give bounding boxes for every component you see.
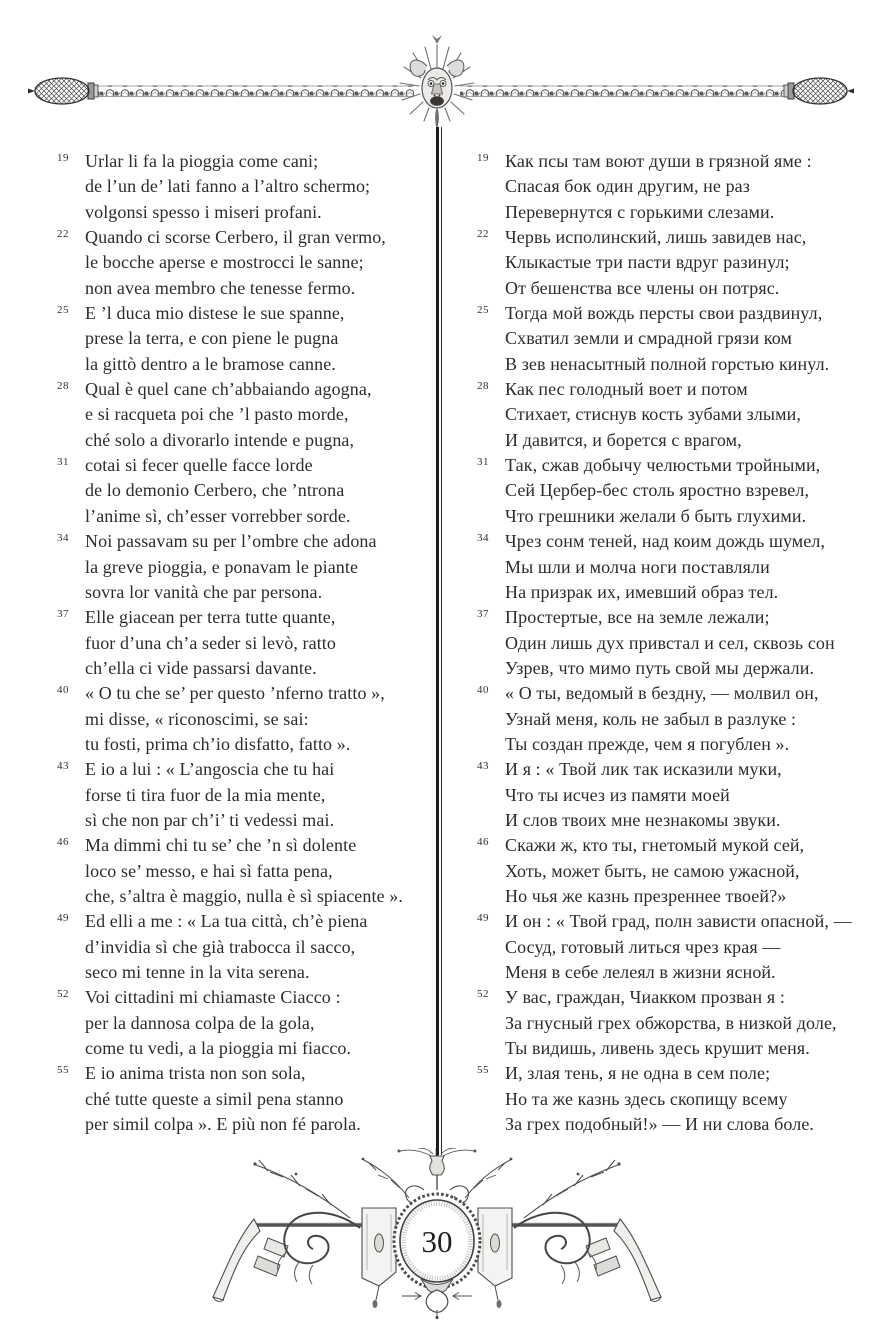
tercet <box>476 833 878 909</box>
tercet <box>56 225 432 301</box>
tercet <box>476 529 878 605</box>
verse-line: sì che non par ch’i’ ti vedessi mai. <box>85 809 335 830</box>
verse-line: Один лишь дух привстал и сел, сквозь сон <box>505 632 835 653</box>
tercet-number: 40 <box>477 684 489 697</box>
tercet-number: 34 <box>57 532 69 545</box>
tercet <box>476 1061 878 1137</box>
verse-line: Сосуд, готовый литься чрез края — <box>505 936 781 957</box>
tercet <box>56 909 432 985</box>
verse-line: И, злая тень, я не одна в сем поле; <box>505 1063 771 1084</box>
tercet-number: 22 <box>57 228 69 241</box>
verse-line: Voi cittadini mi chiamaste Ciacco : <box>85 987 341 1008</box>
tercet-number: 19 <box>57 152 69 164</box>
verse-line: Узрев, что мимо путь свой мы держали. <box>505 657 815 678</box>
tercet <box>476 757 878 833</box>
verse-line: И давится, и борется с врагом, <box>505 429 742 450</box>
tercet-number: 55 <box>477 1064 489 1077</box>
verse-line: Червь исполинский, лишь завидев нас, <box>505 227 807 248</box>
tercet-number: 37 <box>57 608 69 621</box>
tercet-number: 28 <box>477 380 489 393</box>
tercet <box>56 301 432 377</box>
verse-line: У вас, граждан, Чиакком прозван я : <box>505 987 785 1008</box>
verse-line: Как псы там воют души в грязной яме : <box>505 151 812 171</box>
verse-line: E io anima trista non son sola, <box>85 1063 306 1084</box>
italian-text-column <box>56 149 432 1137</box>
tercet-number: 28 <box>57 380 69 393</box>
tercet-number: 25 <box>477 304 489 317</box>
verse-line: ch’ella ci vide passarsi davante. <box>85 657 317 678</box>
footer-cartouche-icon <box>0 1148 880 1323</box>
verse-line: За грех подобный!» — И ни слова боле. <box>505 1114 815 1135</box>
verse-line: Noi passavam su per l’ombre che adona <box>85 531 377 552</box>
verse-line: forse ti tira fuor de la mia mente, <box>85 784 326 805</box>
verse-line: seco mi tenne in la vita serena. <box>85 962 310 982</box>
verse-line: Ты создан прежде, чем я погублен ». <box>505 733 790 754</box>
verse-line: И слов твоих мне незнакомы звуки. <box>505 809 781 830</box>
verse-line: Ты видишь, ливень здесь крушит меня. <box>505 1038 810 1059</box>
tercet <box>476 985 878 1061</box>
pinecone-finial-icon <box>784 78 854 104</box>
verse-line: Но чья же казнь презреннее твоей?» <box>505 885 787 906</box>
cartouche-vase-icon <box>398 1148 477 1190</box>
verse-line: За гнусный грех обжорства, в низкой доле, <box>505 1012 837 1033</box>
verse-line: per simil colpa ». E più non fé parola. <box>85 1114 361 1135</box>
tercet <box>476 605 878 681</box>
column-divider-rule <box>436 127 443 1155</box>
verse-line: Как пес голодный воет и потом <box>505 379 748 400</box>
verse-line: Сей Цербер-бес столь яростно взревел, <box>505 480 810 501</box>
verse-line: Мы шли и молча ноги поставляли <box>505 556 770 577</box>
verse-line: « О ты, ведомый в бездну, — молвил он, <box>505 683 819 704</box>
verse-line: fuor d’una ch’a seder si levò, ratto <box>85 632 337 653</box>
verse-line: Qual è quel cane ch’abbaiando agogna, <box>85 379 372 400</box>
tercet-number: 40 <box>57 684 69 697</box>
verse-line: E io a lui : « L’angoscia che tu hai <box>85 759 335 780</box>
tercet <box>476 377 878 453</box>
tercet <box>476 681 878 757</box>
verse-line: Так, сжав добычу челюстьми тройными, <box>505 455 821 476</box>
verse-line: ché solo a divorarlo intende e pugna, <box>85 429 355 450</box>
verse-line: de l’un de’ lati fanno a l’altro schermo; <box>85 176 371 197</box>
verse-line: Спасая бок один другим, не раз <box>505 176 750 197</box>
verse-line: И я : « Твой лик так исказили муки, <box>505 759 782 780</box>
verse-line: che, s’altra è maggio, nulla è sì spiacente ». <box>85 885 403 906</box>
verse-line: l’anime sì, ch’esser vorrebber sorde. <box>85 505 351 526</box>
russian-text-column <box>476 149 878 1137</box>
verse-line: Чрез сонм теней, над коим дождь шумел, <box>505 531 826 552</box>
verse-line: come tu vedi, a la pioggia mi fiacco. <box>85 1038 352 1059</box>
header-ornament <box>0 0 880 145</box>
tercet-number: 46 <box>57 836 69 849</box>
verse-line: mi disse, « riconoscimi, se sai: <box>85 708 309 729</box>
verse-line: loco se’ messo, e hai sì fatta pena, <box>85 860 333 881</box>
tercet <box>56 605 432 681</box>
tercet-number: 43 <box>477 760 489 773</box>
tercet <box>476 909 878 985</box>
tercet-number: 52 <box>477 988 489 1001</box>
verse-line: Ed elli a me : « La tua città, ch’è piena <box>85 911 368 932</box>
verse-line: Перевернутся с горькими слезами. <box>505 201 775 222</box>
verse-line: От бешенства все члены он потряс. <box>505 277 780 298</box>
tercet <box>56 757 432 833</box>
tercet-number: 31 <box>57 456 69 469</box>
verse-line: Простертые, все на земле лежали; <box>505 607 770 628</box>
verse-line: И он : « Твой град, полн зависти опасной, — <box>505 911 852 932</box>
tercet <box>56 681 432 757</box>
tercet <box>56 453 432 529</box>
tercet-number: 43 <box>57 760 69 773</box>
page-number-medallion <box>394 1194 480 1288</box>
verse-line: Скажи ж, кто ты, гнетомый мукой сей, <box>505 835 805 856</box>
tercet-number: 49 <box>57 912 69 925</box>
verse-line: sovra lor vanità che par persona. <box>85 581 323 602</box>
tercet <box>56 985 432 1061</box>
page-number: 30 <box>421 1224 453 1259</box>
verse-line: Схватил земли и смрадной грязи ком <box>505 328 792 349</box>
tercet-number: 34 <box>477 532 489 545</box>
verse-line: tu fosti, prima ch’io disfatto, fatto ». <box>85 733 351 754</box>
tercet <box>56 377 432 453</box>
verse-line: Quando ci scorse Cerbero, il gran vermo, <box>85 227 386 248</box>
cartouche-bottom-drop-icon <box>421 1279 453 1319</box>
verse-line: la greve pioggia, e ponavam le piante <box>85 556 359 577</box>
verse-line: В зев ненасытный полной горстью кинул. <box>505 353 830 374</box>
verse-line: de lo demonio Cerbero, che ’ntrona <box>85 480 345 501</box>
verse-line: Узнай меня, коль не забыл в разлуке : <box>505 708 797 729</box>
verse-line: Клыкастые три пасти вдруг разинул; <box>505 252 790 273</box>
verse-line: non avea membro che tenesse fermo. <box>85 277 356 298</box>
tercet <box>476 149 878 225</box>
verse-line: d’invidia sì che già trabocca il sacco, <box>85 936 356 957</box>
tercet-number: 19 <box>477 152 489 164</box>
verse-line: Но та же казнь здесь скопищу всему <box>505 1088 788 1109</box>
tercet-number: 49 <box>477 912 489 925</box>
verse-line: Тогда мой вождь персты свои раздвинул, <box>505 303 823 324</box>
tercet <box>56 1061 432 1137</box>
tercet-number: 22 <box>477 228 489 241</box>
verse-line: Ma dimmi chi tu se’ che ’n sì dolente <box>85 835 357 856</box>
verse-line: Хоть, может быть, не самою ужасной, <box>505 860 800 881</box>
verse-line: Urlar li fa la pioggia come cani; <box>85 151 319 171</box>
verse-line: Меня в себе лелеял в жизни ясной. <box>505 962 776 982</box>
divider-thick-line <box>436 127 439 1155</box>
verse-line: Elle giacean per terra tutte quante, <box>85 607 336 628</box>
tercet <box>56 149 432 225</box>
verse-line: la gittò dentro a le bramose canne. <box>85 353 336 374</box>
verse-line: Что грешники желали б быть глухими. <box>505 505 807 526</box>
tercet <box>476 453 878 529</box>
tercet-number: 25 <box>57 304 69 317</box>
tercet-number: 55 <box>57 1064 69 1077</box>
lion-mascaron-icon <box>400 35 474 130</box>
verse-line: На призрак их, имевший образ тел. <box>505 581 779 602</box>
verse-line: Что ты исчез из памяти моей <box>505 784 730 805</box>
pinecone-finial-icon <box>28 78 98 104</box>
tercet-number: 52 <box>57 988 69 1001</box>
verse-line: Стихает, стиснув кость зубами злыми, <box>505 404 801 425</box>
tercet-number: 31 <box>477 456 489 469</box>
verse-line: volgonsi spesso i miseri profani. <box>85 201 322 222</box>
verse-line: prese la terra, e con piene le pugna <box>85 328 339 349</box>
divider-thin-line <box>441 127 442 1155</box>
verse-line: « O tu che se’ per questo ’nferno tratto », <box>85 683 385 704</box>
tercet-number: 46 <box>477 836 489 849</box>
verse-line: e si racqueta poi che ’l pasto morde, <box>85 404 349 425</box>
tercet <box>56 529 432 605</box>
tercet <box>476 301 878 377</box>
verse-line: cotai si fecer quelle facce lorde <box>85 455 313 476</box>
verse-line: le bocche aperse e mostrocci le sanne; <box>85 252 364 273</box>
tercet <box>476 225 878 301</box>
verse-line: per la dannosa colpa de la gola, <box>85 1012 315 1033</box>
tercet-number: 37 <box>477 608 489 621</box>
tercet <box>56 833 432 909</box>
verse-line: ché tutte queste a simil pena stanno <box>85 1088 344 1109</box>
verse-line: E ’l duca mio distese le sue spanne, <box>85 303 345 324</box>
